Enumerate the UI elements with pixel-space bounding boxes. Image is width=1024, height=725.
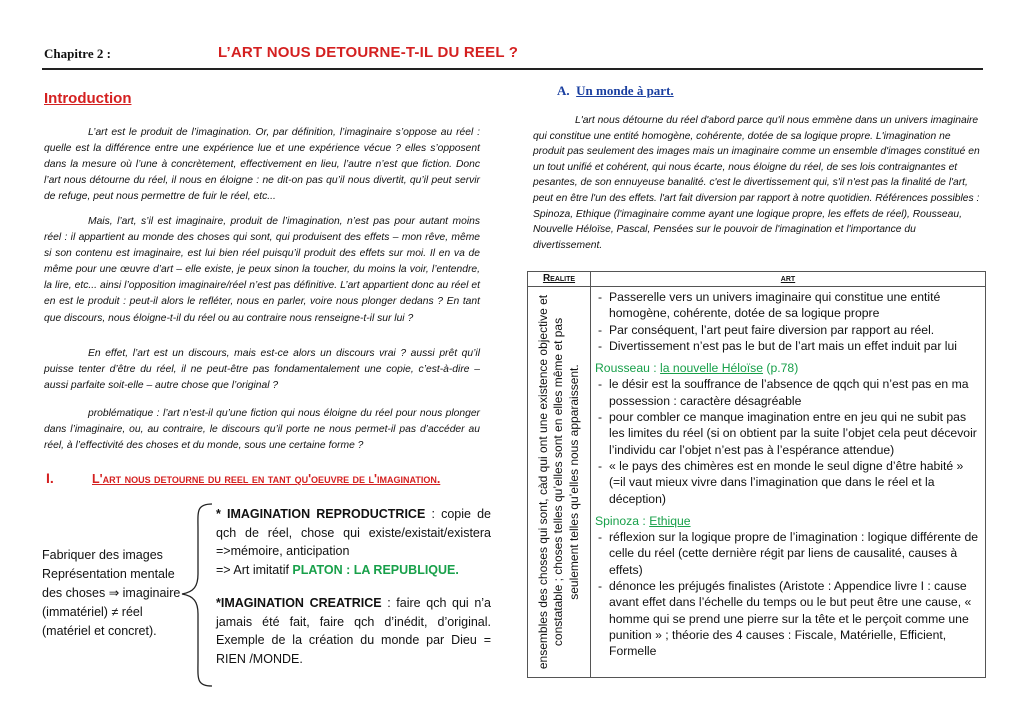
art-cell (591, 287, 986, 678)
section-1-title: L'art nous detourne du reel en tant qu'oeuvre de l'imagination. (92, 472, 441, 486)
introduction-heading: Introduction (44, 90, 132, 107)
platon-reference: PLATON : LA REPUBLIQUE. (292, 563, 459, 578)
chapter-label: Chapitre 2 : (44, 46, 111, 61)
column-header-realite: Realite (528, 272, 591, 287)
realite-cell (528, 287, 591, 678)
list-item: - Par conséquent, l’art peut faire diversion par rapport au réel. (595, 322, 981, 338)
problematique-paragraph: problématique : l’art n’est-il qu’une fiction qui nous éloigne du réel pour nous plonger dans l’imaginaire, ou, au contraire, le discours qu’il porte ne nous permet-il pas d’accéder au réel, à l’effectivité des choses et du monde, sous une certaine forme ? (44, 408, 480, 452)
definition-line: Représentation mentale (42, 567, 175, 581)
spinoza-reference (595, 513, 981, 529)
imagination-definition (42, 546, 182, 641)
definition-line: (matériel et concret). (42, 624, 157, 638)
realite-art-table (527, 271, 986, 678)
list-item: - dénonce les préjugés finalistes (Aristote : Appendice livre I : cause avant effet dans l’échelle du temps ou le but peut être une cause, « homme qui se prend une pierre sur la tête et le perçoit comme une punition » ; théorie des 4 causes : Fiscale, Matérielle, Efficient, Formelle (595, 578, 981, 659)
creatrice-text: : faire qch qui n’a jamais été fait, faire qch d’inédit, d’original. Exemple de la création du monde par Dieu = RIEN /MONDE. (216, 596, 492, 666)
list-item: - Passerelle vers un univers imaginaire qui constitue une entité homogène, cohérente, dotée de sa logique propre (595, 289, 981, 322)
curly-brace-icon (176, 500, 216, 690)
intro-paragraph-1: L’art est le produit de l’imagination. Or, par définition, l’imaginaire s’oppose au réel : quelle est la différence entre une expérience lue et une expérience vécue ? elles s’opposent dans la mesure où l’une à concrètement, effectivement en lieu, l’autre n’est que fiction. Donc l’art nous détourne du réel, il nous en éloigne : ne dit-on pas qu’il nous divertit, qu’il peut servir de refuge, peut nous permettre de fuir le réel, etc... (44, 127, 480, 203)
chapter-title: L’ART NOUS DETOURNE-T-IL DU REEL ? (218, 44, 519, 61)
section-a-title: Un monde à part. (576, 83, 674, 98)
ref-author: Rousseau : (595, 361, 661, 376)
definition-line: Fabriquer des images (42, 548, 163, 562)
intro-paragraph-2: Mais, l’art, s’il est imaginaire, produit de l’imagination, n’est pas pour autant moins réel : il appartient au monde des choses qui sont, qui produisent des effets – mon rêve, même si son contenu est imaginaire, est lui bien réel puisqu’il produit des effets sur moi. Il en va de même pour une œuvre d’art – elle existe, je peux sinon la toucher, du moins la voir, l’entendre, la lire, etc... ainsi l’opposition imaginaire/réel n’est pas définitive. L’art appartient donc au réel et en est le produit : peut-il alors le refléter, nous en parler, voire nous plonger dedans ? En tant que discours, nous éloigne-t-il du réel ou au contraire nous renseigne-t-il sur lui ? (44, 216, 480, 324)
list-item: - le désir est la souffrance de l’absence de qqch qui n’est pas en ma possession : caractère désagréable (595, 376, 981, 409)
creatrice-label: *IMAGINATION CREATRICE (216, 596, 382, 610)
imagination-reproductrice (216, 505, 491, 580)
realite-definition: ensembles des choses qui sont, càd qui ont une existence objective et constatable ; choses telles qu’elles sont en elles même et pas seulement telles qu’elles nous apparaissent. (535, 294, 581, 670)
column-header-art: art (591, 272, 986, 287)
section-a-text: L'art nous détourne du réel d'abord parce qu'il nous emmène dans un univers imaginaire qui constitue une entité homogène, cohérente, dotée de sa logique propre. L'imagination ne produit pas seulement des images mais un imaginaire comme un ensemble d'images constitué en un tout unifié et cohérent, qui nous écarte, nous éloigne du réel, de ses lois contraignantes et pesantes, de son ennuyeuse banalité. c'est le divertissement qui, s'il n'est pas la finalité de l'art, peut en être l'un des effets. l'art fait diversion par rapport à notre quotidien. Références possibles : Spinoza, Ethique (l'imaginaire comme ayant une logique propre, les effets de réel), Rousseau, Nouvelle Héloïse, Pascal, Pensées sur le pouvoir de l'imagination et l'importance du divertissement. (533, 115, 980, 251)
intro-paragraph-3: En effet, l’art est un discours, mais est-ce alors un discours vrai ? aussi prêt qu’il puisse tenter d’être du réel, il ne peut-être pas fondamentalement une copie, c’est-à-dire – aussi parfaite soit-elle – autre chose que l’original ? (44, 348, 480, 392)
section-a-heading (557, 83, 674, 99)
list-item: - pour combler ce manque imagination entre en jeu qui ne subit pas les limites du réel (si on obtient par la suite l’objet cela peut décevoir l’individu car l’objet n’est pas à l’espérance attendue) (595, 409, 981, 458)
reproductrice-text: : copie de qch de réel, chose qui existe/existait/existera =>mémoire, anticipation (216, 507, 492, 559)
ref-work: Ethique (649, 513, 691, 528)
imagination-creatrice (216, 594, 491, 668)
section-a-paragraph (533, 113, 983, 253)
definition-line: des choses ⇒ imaginaire (42, 586, 181, 600)
ref-page: (p.78) (763, 361, 799, 376)
section-1-number: I. (46, 470, 54, 486)
list-item: - « le pays des chimères est en monde le seul digne d’être habité » (=il vaut mieux vivre dans l’imagination que dans le réel et la déception) (595, 458, 981, 507)
reproductrice-label: * IMAGINATION REPRODUCTRICE (216, 507, 426, 521)
list-item: - réflexion sur la logique propre de l’imagination : logique différente de celle du réel (cette dernière régit par liens de causalité, causes à effets) (595, 529, 981, 578)
ref-author: Spinoza : (595, 513, 650, 528)
reproductrice-line2: => Art imitatif (216, 563, 293, 578)
section-a-letter: A. (557, 83, 570, 98)
definition-line: (immatériel) ≠ réel (42, 605, 143, 619)
list-item: - Divertissement n’est pas le but de l’art mais un effet induit par lui (595, 338, 981, 354)
ref-work: la nouvelle Héloïse (660, 361, 764, 376)
header-divider (42, 68, 983, 70)
rousseau-reference (595, 360, 981, 376)
